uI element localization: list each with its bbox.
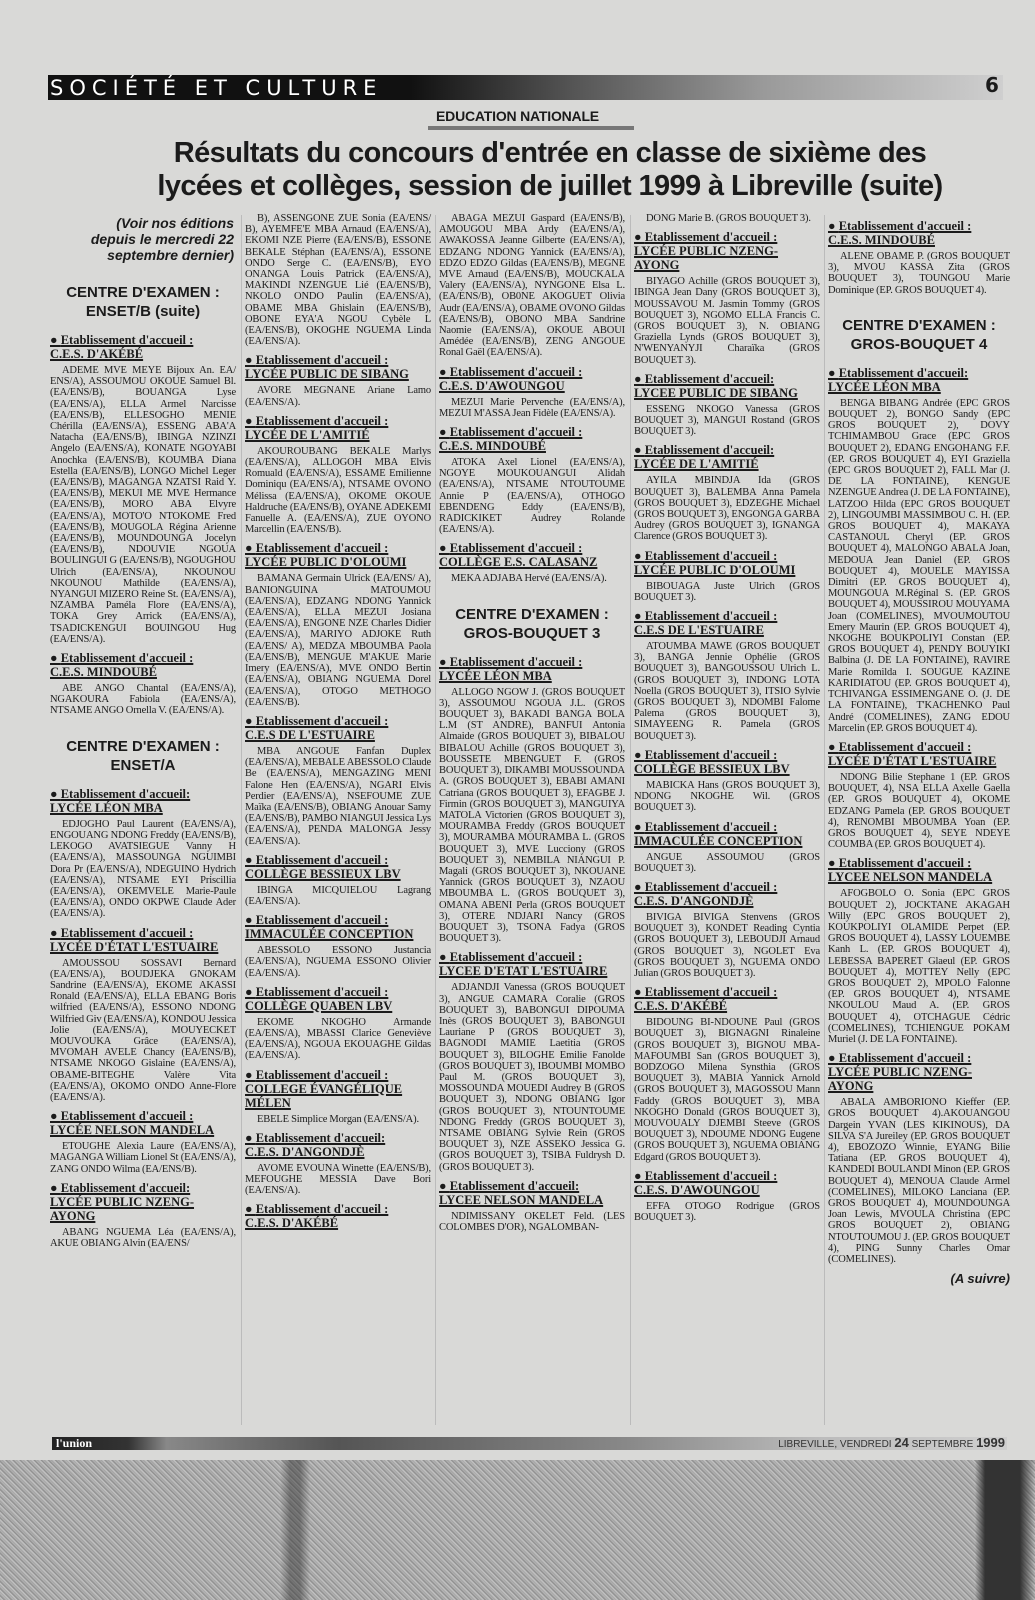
establishment-heading — [439, 950, 625, 978]
establishment-name: C.E.S. D'ANGONDJÈ — [634, 893, 754, 908]
establishment-label: ● Etablissement d'accueil: — [439, 1179, 625, 1193]
dateline-month: SEPTEMBRE — [911, 1439, 974, 1450]
headline — [70, 137, 1030, 203]
establishment-name: C.E.S. D'AWOUNGOU — [439, 378, 565, 393]
candidate-list: AMOUSSOU SOSSAVI Bernard (EA/ENS/A), BOUDJEKA GNOKAM Sandrine (EA/ENS/A), EKOME AKASSI Ronald (EA/ENS/A), ELLA EBANG Boris wilfried (EA/ENS/A), ESSONO NDONG Wilfried Giv (EA/ENS/A), KONDOU Jessica Jolie (EA/ENS/A), MOUYECKET MOUVOUKA Grâce (EA/ENS/A), MVOMAH AVELE Chancy (EA/ENS/B), NTSAME NKOGO Gislaine (EA/ENS/A), OBAME-BITEGHE Valère Vita (EA/ENS/A), OKOMO ONDO Anne-Flore (EA/ENS/A). — [50, 957, 236, 1103]
establishment-label: ● Etablissement d'accueil: — [245, 1131, 431, 1145]
establishment-heading — [50, 787, 236, 815]
candidate-list: ABANG NGUEMA Léa (EA/ENS/A), AKUE OBIANG Alvin (EA/ENS/ — [50, 1226, 236, 1249]
column-5 — [828, 213, 1010, 1286]
establishment-heading — [439, 655, 625, 683]
establishment-label: ● Etablissement d'accueil : — [245, 985, 431, 999]
candidate-list: BIDOUNG BI-NDOUNE Paul (GROS BOUQUET 3), BIGNAGNI Rinaleine (GROS BOUQUET 3), BIGNOU MBA-MAFOUMBI San (GROS BOUQUET 3), BODZOGO Milena Synsthia (GROS BOUQUET 3), MABIA Yannick Arnold (GROS BOUQUET 3), MAGOSSOU Mann Faddy (GROS BOUQUET 3), MBA NKOGHO Donald (GROS BOUQUET 3), MOUVOUALY DJEMBI Steeve (GROS BOUQUET 3), NDOUME NDONG Eugene (GROS BOUQUET 3), NGUEMA OBIANG Edgard (GROS BOUQUET 3). — [634, 1017, 820, 1163]
establishment-label: ● Etablissement d'accueil : — [245, 853, 431, 867]
establishment-heading — [245, 1202, 431, 1230]
establishment-heading — [50, 1109, 236, 1137]
exam-centre-heading: CENTRE D'EXAMEN : ENSET/A — [66, 737, 220, 774]
establishment-label: ● Etablissement d'accueil : — [634, 549, 820, 563]
establishment-name: COLLÈGE BESSIEUX LBV — [245, 866, 401, 881]
establishment-label: ● Etablissement d'accueil: — [828, 366, 1010, 380]
dateline-day: 24 — [894, 1435, 909, 1450]
candidate-list: BIVIGA BIVIGA Stenvens (GROS BOUQUET 3), KONDET Reading Cyntia (GROS BOUQUET 3), LEBOUDJI Arnaud (GROS BOUQUET 3), NGOLET Eva (GROS BOUQUET 3), NGUEMA ONDO Julian (GROS BOUQUET 3). — [634, 911, 820, 979]
establishment-label: ● Etablissement d'accueil : — [50, 333, 236, 347]
establishment-name: LYCÉE D'ÉTAT L'ESTUAIRE — [828, 753, 997, 768]
scan-margin — [0, 1460, 1035, 1600]
establishment-name: LYCEE D'ETAT L'ESTUAIRE — [439, 964, 608, 979]
establishment-heading — [828, 1051, 1010, 1093]
establishment-name: C.E.S DE L'ESTUAIRE — [634, 623, 764, 638]
candidate-list: ABESSOLO ESSONO Justancia (EA/ENS/A), NGUEMA ESSONO Olivier (EA/ENS/A). — [245, 945, 431, 979]
headline-line-1: Résultats du concours d'entrée en classe de sixième des — [173, 137, 927, 169]
establishment-heading — [439, 541, 625, 569]
candidate-list: AYILA MBINDJA Ida (GROS BOUQUET 3), BALEMBA Anna Pamela (GROS BOUQUET 3), EDZEGHE Michael (GROS BOUQUET 3), ENGONGA GARBA Audrey (GROS BOUQUET 3), IGNANGA Clarence (GROS BOUQUET 3). — [634, 475, 820, 543]
establishment-label: ● Etablissement d'accueil: — [634, 372, 820, 386]
establishment-heading — [245, 353, 431, 381]
establishment-heading — [50, 926, 236, 954]
headline-line-2: lycées et collèges, session de juillet 1999 à Libreville (suite) — [157, 170, 943, 202]
establishment-heading — [634, 1169, 820, 1197]
establishment-heading — [634, 985, 820, 1013]
column-3 — [439, 213, 625, 1236]
section-title: SOCIÉTÉ ET CULTURE — [50, 76, 383, 100]
establishment-heading — [634, 230, 820, 272]
kicker: EDUCATION NATIONALE — [436, 108, 599, 124]
candidate-list: NDONG Bilie Stephane 1 (EP. GROS BOUQUET, 4), NSA ELLA Axelle Gaella (EP. GROS BOUQUET 4), OKOME EDZANG Pamela (EP. GROS BOUQUET 4), RENOMBI MBOUMBA Yoan (EP. GROS BOUQUET 4), SEYE NDEYE COUMBA (EP. GROS BOUQUET 4). — [828, 771, 1010, 851]
column-divider — [435, 215, 436, 1425]
establishment-name: LYCÉE NELSON MANDELA — [50, 1123, 215, 1138]
intro-note: (Voir nos éditions depuis le mercredi 22 septembre dernier) — [90, 215, 234, 263]
establishment-name: LYCÉE PUBLIC NZENG-AYONG — [634, 244, 779, 273]
establishment-label: ● Etablissement d'accueil : — [245, 353, 431, 367]
newspaper-name: l'union — [56, 1436, 93, 1450]
candidate-list: ADJANDJI Vanessa (GROS BOUQUET 3), ANGUE CAMARA Coralie (GROS BOUQUET 3), BABONGUI DIPOUMA Inès (GROS BOUQUET 3), BABONGUI Lauriane P (GROS BOUQUET 3), BAGNODI MAMIE Laetitia (GROS BOUQUET 3), BILOGHE Emilie Fanolde (GROS BOUQUET 3), IBOUMBI MOMBO Paul M. (GROS BOUQUET 3), MOSSOUNDA MOUEDI Audrey B (GROS BOUQUET 3), NDONG OBIANG Igor (GROS BOUQUET 3), NTOUNTOUME NDONG Freddy (GROS BOUQUET 3), NTSAME OBIANG Sylvie Rein (GROS BOUQUET 3), NZE ASSEKO Jessica G. (GROS BOUQUET 3), TSIBA Fuldrysh D. (GROS BOUQUET 3). — [439, 982, 625, 1173]
candidate-list: MBA ANGOUE Fanfan Duplex (EA/ENS/A), MEBALE ABESSOLO Claude Be (EA/ENS/A), MENGAZING MENI Falone Hen (EA/ENS/A), NGARI Elvis Perdier (EA/ENS/A), NSEFOUME ZUE Maïka (EA/ENS/B), OBIANG Anouar Samy (EA/ENS/B), PAMBO NIANGUI Jessica Lys (EA/ENS/A), PENDA MALONGA Jessy (EA/ENS/A). — [245, 745, 431, 847]
establishment-name: LYCÉE DE L'AMITIÉ — [634, 457, 759, 472]
candidate-list: ESSENG NKOGO Vanessa (GROS BOUQUET 3), MANGUI Rostand (GROS BOUQUET 3). — [634, 403, 820, 438]
establishment-name: C.E.S. D'AWOUNGOU — [634, 1182, 760, 1197]
establishment-label: ● Etablissement d'accueil : — [245, 541, 431, 555]
establishment-name: LYCÉE PUBLIC D'OLOUMI — [634, 562, 796, 577]
candidate-list: IBINGA MICQUIELOU Lagrang (EA/ENS/A). — [245, 884, 431, 907]
establishment-name: LYCEE NELSON MANDELA — [439, 1192, 604, 1207]
establishment-name: IMMACULÉE CONCEPTION — [245, 927, 414, 942]
establishment-label: ● Etablissement d'accueil : — [828, 856, 1010, 870]
establishment-label: ● Etablissement d'accueil : — [634, 230, 820, 244]
establishment-heading — [439, 365, 625, 393]
establishment-heading — [634, 549, 820, 577]
candidate-list: ABALA AMBORIONO Kieffer (EP. GROS BOUQUET 4).AKOUANGOU Dargein YVAN (LES KIKINOUS), DA SILVA S'A Jureiley (EP. GROS BOUQUET 4), EBOZOZO Winnie, EYANG Bilie Tatiana (EP. GROS BOUQUET 4), KANDEDI BOULANDI Minon (EP. GROS BOUQUET 4), MENOUA Claude Armel (COMELINES), MILOKO Lanciana (EP. GROS BOUQUET 4), MOUNDOUNGA Joan Lewis, MVOULA Christina (EPC GROS BOUQUET 2), OBIANG NTOUTOUMOU J. (EP. GROS BOUQUET 4), PING Sunny Charles Omar (COMELINES). — [828, 1097, 1010, 1266]
establishment-label: ● Etablissement d'accueil: — [50, 787, 236, 801]
column-divider — [824, 215, 825, 1425]
establishment-label: ● Etablissement d'accueil : — [245, 913, 431, 927]
candidate-list: BAMANA Germain Ulrick (EA/ENS/ A), BANIONGUINA MATOUMOU (EA/ENS/A), EDZANG NDONG Yannick (EA/ENS/A), ELLA MEZUI Josiana (EA/ENS/A), ENGONE NZE Charles Didier (EA/ENS/A), MARIYO ADJOKE Ruth (EA/ENS/ A), MEDZA MBOUMBA Paola (EA/ENS/B), MENGUE M'AKUE Marie Imery (EA/ENS/A), MVE ONDO Bertin (EA/ENS/A), OBIANG NGUEMA Dorel (EA/ENS/A), OTOGO METHOGO (EA/ENS/B). — [245, 573, 431, 708]
establishment-label: ● Etablissement d'accueil : — [50, 1109, 236, 1123]
establishment-label: ● Etablissement d'accueil : — [439, 425, 625, 439]
establishment-heading — [245, 541, 431, 569]
establishment-label: ● Etablissement d'accueil : — [634, 609, 820, 623]
establishment-label: ● Etablissement d'accueil : — [634, 748, 820, 762]
candidate-list: BENGA BIBANG Andrée (EPC GROS BOUQUET 2), BONGO Sandy (EPC GROS BOUQUET 2), DOVY TCHIMAMBOU Grace (EPC GROS BOUQUET 2), EDANG ENGOHANG F.F. (EP. GROS BOUQUET 4), EYI Graziella (EPC GROS BOUQUET 2), FALL Mar (J. DE LA FONTAINE), KENGUE NZENGUE Andrea (J. DE LA FONTAINE), LATZOO Hilda (EPC GROS BOUQUET 2), LINGOUMBI MASSIMBOU C. H. (EP. GROS BOUQUET 4), MAKAYA CASTANOUL Cheryl (EP. GROS BOUQUET 4), MALONGO ABALA Joan, MEDOUA Jean Daniel (EP. GROS BOUQUET 4), MOUELE MAYISSA Dimitri (EP. GROS BOUQUET 4), MOUNGOUA M.Réginal S. (EP. GROS BOUQUET 4), MOUSSIROU MOUYAMA Joan (COMELINES), MVOUMOUTOU Emery Maurin (EP. GROS BOUQUET 4), NKOGHE BOUKPOLIYI Constan (EP. GROS BOUQUET 4), PENDY BOUYIKI Balbina (J. DE LA FONTAINE), RAVIRE Marie Romilda I. SOUGUE KAZINE KARIDIATOU (EP. GROS BOUQUET 4), TCHIVANGA ESSIMENGANE O. (J. DE LA FONTAINE), T'KACHENKO Paul André (COMELINES), ZANG EDOU Marcelin (EP. GROS BOUQUET 4). — [828, 397, 1010, 734]
establishment-label: ● Etablissement d'accueil : — [50, 926, 236, 940]
establishment-name: C.E.S. MINDOUBÉ — [439, 439, 546, 454]
establishment-name: LYCÉE LÉON MBA — [50, 800, 163, 815]
establishment-label: ● Etablissement d'accueil : — [245, 714, 431, 728]
exam-centre-heading: CENTRE D'EXAMEN : GROS-BOUQUET 4 — [842, 316, 996, 353]
candidate-list: ATOKA Axel Lionel (EA/ENS/A), NGOYE MOUKOUANGUI Alidah (EA/ENS/A), NTSAME NTOUTOUME Annie P (EA/ENS/A), OTHOGO EBENDENG Eddy (EA/ENS/B), RADICKIKET Audrey Rolande (EA/ENS/A). — [439, 457, 625, 536]
establishment-name: LYCÉE D'ÉTAT L'ESTUAIRE — [50, 939, 219, 954]
establishment-name: LYCÉE PUBLIC NZENG-AYONG — [50, 1194, 195, 1223]
establishment-heading — [245, 985, 431, 1013]
establishment-name: LYCEE PUBLIC DE SIBANG — [634, 385, 798, 400]
candidate-list: EFFA OTOGO Rodrigue (GROS BOUQUET 3). — [634, 1200, 820, 1223]
establishment-name: COLLÈGE QUABEN LBV — [245, 998, 393, 1013]
establishment-heading — [439, 425, 625, 453]
establishment-label: ● Etablissement d'accueil : — [50, 651, 236, 665]
establishment-label: ● Etablissement d'accueil : — [634, 820, 820, 834]
candidate-list: ABAGA MEZUI Gaspard (EA/ENS/B), AMOUGOU MBA Ardy (EA/ENS/A), AWAKOSSA Jeanne Gilberte (EA/ENS/A), EDZANG NDONG Yannick (EA/ENS/A), EDZO EDZO Gildas (EA/ENS/B), MEGNE MVE Arnaud (EA/ENS/B), MOUCKALA Valery (EA/ENS/A), NYNGONE Elsa L. (EA/ENS/B), OB0NE AKOGUET Olivia Audr (EA/ENS/A), OBAME OVONO Gildas (EA/ENS/B), OBONO MBA Sandrine Naomie (EA/ENS/A), OKOUE ABOUI Amédée (EA/ENS/B), ZENG ANGOUE Ronal Gaël (EA/ENS/A). — [439, 213, 625, 359]
establishment-name: COLLÈGE E.S. CALASANZ — [439, 555, 598, 570]
establishment-name: C.E.S. MINDOUBÉ — [50, 665, 157, 680]
establishment-name: LYCÉE LÉON MBA — [828, 379, 941, 394]
establishment-heading — [828, 366, 1010, 394]
page-number: 6 — [985, 73, 999, 97]
dateline-year: 1999 — [976, 1435, 1005, 1450]
exam-centre-heading: CENTRE D'EXAMEN : GROS-BOUQUET 3 — [455, 605, 609, 642]
candidate-list: MABICKA Hans (GROS BOUQUET 3), NDONG NKOGHE Wil. (GROS BOUQUET 3). — [634, 779, 820, 814]
establishment-name: C.E.S. D'ANGONDJÈ — [245, 1144, 365, 1159]
establishment-label: ● Etablissement d'accueil : — [634, 1169, 820, 1183]
establishment-heading — [245, 913, 431, 941]
establishment-label: ● Etablissement d'accueil : — [439, 541, 625, 555]
candidate-list: NDIMISSANY OKELET Feld. (LES COLOMBES D'OR), NGALOMBAN- — [439, 1210, 625, 1233]
establishment-label: ● Etablissement d'accueil : — [828, 219, 1010, 233]
establishment-heading — [50, 1181, 236, 1223]
candidate-list: ETOUGHE Alexia Laure (EA/ENS/A), MAGANGA William Lionel St (EA/ENS/A), ZANG ONDO Wilma (EA/ENS/B). — [50, 1141, 236, 1175]
establishment-heading — [634, 443, 820, 471]
column-divider — [241, 215, 242, 1425]
establishment-name: COLLÈGE BESSIEUX LBV — [634, 761, 790, 776]
establishment-name: IMMACULÉE CONCEPTION — [634, 833, 803, 848]
kicker-underline — [428, 126, 634, 130]
establishment-name: LYCÉE DE L'AMITIÉ — [245, 427, 370, 442]
establishment-name: LYCEE NELSON MANDELA — [828, 870, 993, 885]
establishment-heading — [245, 1068, 431, 1110]
establishment-heading — [828, 740, 1010, 768]
establishment-heading — [245, 714, 431, 742]
establishment-label: ● Etablissement d'accueil : — [245, 1202, 431, 1216]
candidate-list: ALLOGO NGOW J. (GROS BOUQUET 3), ASSOUMOU NGOUA J.L. (GROS BOUQUET 3), BAKADI BANGA BOLA L.M (ST ANDRE), BANFUI Antonia Almaide (GROS BOUQUET 3), BIBALOU BIBALOU Achille (GROS BOUQUET 3), BOUSSETE MBENGUET F. (GROS BOUQUET 3), DIKAMBI MOUSSOUNDA A. (GROS BOUQUET 3), EBABI AMANI Catriana (GROS BOUQUET 3), EFAGBE J. Firmin (GROS BOUQUET 3), MANGUIYA MATOLA Victorien (GROS BOUQUET 3), MOURAMBA Freddy (GROS BOUQUET 3), MOURAMBA MOURAMBA L. (GROS BOUQUET 3), MVE Lucciony (GROS BOUQUET 3), NEMBILA NIANGUI P. Magali (GROS BOUQUET 3), NKOUANE Yannick (GROS BOUQUET 3), NZAOU MBOUMBA L. (GROS BOUQUET 3), OMANA ABENI Perla (GROS BOUQUET 3), OTERE NDJARI Nancy (GROS BOUQUET 3), TSONA Fadya (GROS BOUQUET 3). — [439, 686, 625, 945]
candidate-list: ATOUMBA MAWE (GROS BOUQUET 3), BANGA Jennie Ophélie (GROS BOUQUET 3), BANGOUSSOU Ulrich L. (GROS BOUQUET 3), INDONG LOTA Noella (GROS BOUQUET 3), ITSIO Sylvie (GROS BOUQUET 3), NDOMBI Falome Palema (GROS BOUQUET 3), SIMAYEENG R. Pamela (GROS BOUQUET 3). — [634, 641, 820, 742]
candidate-list: MEKA ADJABA Hervé (EA/ENS/A). — [451, 573, 607, 585]
exam-centre-heading: CENTRE D'EXAMEN : ENSET/B (suite) — [66, 284, 220, 320]
establishment-heading — [245, 1131, 431, 1159]
establishment-name: C.E.S DE L'ESTUAIRE — [245, 727, 375, 742]
candidate-list: BIYAGO Achille (GROS BOUQUET 3), IBINGA Jean Dany (GROS BOUQUET 3), MOUSSAVOU M. Jasmin Tommy (GROS BOUQUET 3), NGOMO ELLA Francis C. (GROS BOUQUET 3), N. OBIANG Graziella Lynds (GROS BOUQUET 3), N'WENYANYJI Charaïka (GROS BOUQUET 3). — [634, 276, 820, 366]
establishment-name: C.E.S. D'AKÉBÉ — [245, 1216, 339, 1231]
establishment-name: LYCÉE PUBLIC NZENG-AYONG — [828, 1065, 973, 1094]
candidate-list: EBELE Simplice Morgan (EA/ENS/A). — [257, 1113, 419, 1125]
establishment-label: ● Etablissement d'accueil : — [245, 1068, 431, 1082]
candidate-list: AVORE MEGNANE Ariane Lamo (EA/ENS/A). — [245, 385, 431, 408]
establishment-heading — [50, 333, 236, 361]
column-4 — [634, 213, 820, 1226]
establishment-label: ● Etablissement d'accueil: — [634, 443, 820, 457]
candidate-list: ADEME MVE MEYE Bijoux An. EA/ ENS/A), ASSOUMOU OKOUE Samuel Bl. (EA/ENS/B), BOUANGA Lyse (EA/ENS/A), ELLA Armel Narcisse (EA/ENS/B), ELLESOGHO MENIE Chérilla (EA/ENS/A), ESSENG ABA'A Natacha (EA/ENS/B), IBINGA NZINZI Angelo (EA/ENS/A), KONATE NGOYABI Anochka (EA/ENS/B), KOUMBA Diana Estella (EA/ENS/B), LONGO Michel Leger (EA/ENS/B), MAGANGA NZATSI Raid Y. (EA/ENS/B), MEKUI ME MVE Hermance (EA/ENS/B), MORO ABA Elvyre (EA/ENS/A), MOTO'O NTOKOME Fred (EA/ENS/B), MOUGOLA Régina Arienne (EA/ENS/B), MOUNDOUNGA Jocelyn (EA/ENS/B), NDOUVIE NGOUA BOULINGUI G (EA/ENS/B), NGOUGHOU Ulrich (EA/ENS/A), NKOUNOU NKOUNOU Mathilde (EA/ENS/A), NYANGUI MIZERO Reine St. (EA/ENS/A), NZAMBA Paméla Flore (EA/ENS/A), TOKA Grey Arrick (EA/ENS/A), TSADICKENGUI BOUINGOU Hug (EA/ENS/A). — [50, 365, 236, 645]
establishment-heading — [634, 609, 820, 637]
establishment-label: ● Etablissement d'accueil : — [828, 740, 1010, 754]
establishment-label: ● Etablissement d'accueil : — [439, 950, 625, 964]
establishment-name: C.E.S. D'AKÉBÉ — [634, 999, 728, 1014]
dateline-place-day: LIBREVILLE, VENDREDI — [778, 1439, 892, 1450]
candidate-list: DONG Marie B. (GROS BOUQUET 3). — [646, 213, 811, 224]
column-1 — [50, 213, 236, 1252]
establishment-name: COLLEGE ÉVANGÉLIQUE MÉLEN — [245, 1081, 403, 1110]
establishment-label: ● Etablissement d'accueil : — [439, 655, 625, 669]
column-divider — [630, 215, 631, 1425]
establishment-heading — [634, 372, 820, 400]
establishment-label: ● Etablissement d'accueil: — [50, 1181, 236, 1195]
establishment-label: ● Etablissement d'accueil : — [634, 880, 820, 894]
establishment-heading — [245, 853, 431, 881]
establishment-heading — [245, 414, 431, 442]
establishment-heading — [50, 651, 236, 679]
candidate-list: EDJOGHO Paul Laurent (EA/ENS/A), ENGOUANG NDONG Freddy (EA/ENS/B), LEKOGO AVATSIEGUE Vanny H (EA/ENS/A), MASSOUNGA NGUIMBI Dora Pr (EA/ENS/A), NDEGUINO Hydrich (EA/ENS/A), NTSAME EYI Priscillia (EA/ENS/A), OKEMVELE Marie-Paule (EA/ENS/A), ONDO OKPWE Claude Ader (EA/ENS/A). — [50, 818, 236, 920]
candidate-list: ANGUE ASSOUMOU (GROS BOUQUET 3). — [634, 851, 820, 874]
establishment-heading — [828, 856, 1010, 884]
candidate-list: AVOME EVOUNA Winette (EA/ENS/B), MEFOUGHE MESSIA Dave Bori (EA/ENS/A). — [245, 1162, 431, 1197]
establishment-heading — [634, 820, 820, 848]
column-2 — [245, 213, 431, 1234]
candidate-list: ALENE OBAME P. (GROS BOUQUET 3), MVOU KASSA Zita (GROS BOUQUET 3), TOUNGOU Marie Dominique (EP. GROS BOUQUET 4). — [828, 251, 1010, 296]
establishment-name: LYCÉE LÉON MBA — [439, 668, 552, 683]
establishment-label: ● Etablissement d'accueil : — [828, 1051, 1010, 1065]
candidate-list: BIBOUAGA Juste Ulrich (GROS BOUQUET 3). — [634, 580, 820, 603]
establishment-heading — [634, 880, 820, 908]
dateline — [778, 1436, 1005, 1452]
establishment-heading — [439, 1179, 625, 1207]
establishment-label: ● Etablissement d'accueil : — [439, 365, 625, 379]
candidate-list: AFOGBOLO O. Sonia (EPC GROS BOUQUET 2), JOCKTANE AKAGAH Willy (EPC GROS BOUQUET 2), KOUKPOLIYI OLAMIDE Perpet (EP. GROS BOUQUET 4), LASSY LOUEMBE Kanh L. (EP. GROS BOUQUET 4), LEBESSA BAPERET Glaeul (EP. GROS BOUQUET 4), MOTTEY Nelly (EPC GROS BOUQUET 2), MPOLO Falonne (EP. GROS BOUQUET 4), NTSAME NKOULOU Maud A. (EP. GROS BOUQUET 4), OTCHAGUE Cédric (COMELINES), TCHIENGUE POKAM Muriel (J. DE LA FONTAINE). — [828, 888, 1010, 1045]
continued-note: (A suivre) — [950, 1271, 1010, 1287]
candidate-list: B), ASSENGONE ZUE Sonia (EA/ENS/ B), AYEMFE'E MBA Arnaud (EA/ENS/A), EKOMI NZE Pierre (EA/ENS/B), ESSONE BEKALE Stéphan (EA/ENS/A), ESSONE ONDO Serge C. (EA/ENS/B), EYO ONANGA Louis Patrick (EA/ENS/A), MAKINDI NZENGUE Lié (EA/ENS/B), NKOLO ONDO Paulin (EA/ENS/A), OBAME MBA Ghislain (EA/ENS/B), OBONE EYA'A NGOU Cybèle L (EA/ENS/B), OKOGHE NGUEMA Linda (EA/ENS/A). — [245, 213, 431, 348]
establishment-label: ● Etablissement d'accueil : — [634, 985, 820, 999]
establishment-name: LYCÉE PUBLIC D'OLOUMI — [245, 555, 407, 570]
establishment-name: C.E.S. D'AKÉBÉ — [50, 347, 144, 361]
candidate-list: MEZUI Marie Pervenche (EA/ENS/A), MEZUI M'ASSA Jean Fidèle (EA/ENS/A). — [439, 396, 625, 419]
candidate-list: ABE ANGO Chantal (EA/ENS/A), NGAKOURA Fabiola (EA/ENS/A), NTSAME ANGO Ornella V. (EA/ENS/A). — [50, 683, 236, 717]
establishment-heading — [634, 748, 820, 776]
establishment-name: LYCÉE PUBLIC DE SIBANG — [245, 367, 409, 382]
establishment-label: ● Etablissement d'accueil : — [245, 414, 431, 428]
establishment-name: C.E.S. MINDOUBÉ — [828, 233, 935, 247]
candidate-list: EKOME NKOGHO Armande (EA/ENS/A), MBASSI Clarice Geneviève (EA/ENS/A), NGOUA EKOUAGHE Gildas (EA/ENS/A). — [245, 1016, 431, 1062]
candidate-list: AKOUROUBANG BEKALE Marlys (EA/ENS/A), ALLOGOH MBA Elvis Romuald (EA/ENS/A), ESSAME Emilienne Dominiqu (EA/ENS/A), NTSAME OVONO Mélissa (EA/ENS/A), OKOME OKOUE Haldruche (EA/ENS/B), OYANE ADEKEMI Fanuelle A. (EA/ENS/A), ZUE OYONO Marcellin (EA/ENS/B). — [245, 445, 431, 536]
establishment-heading — [828, 219, 1010, 247]
